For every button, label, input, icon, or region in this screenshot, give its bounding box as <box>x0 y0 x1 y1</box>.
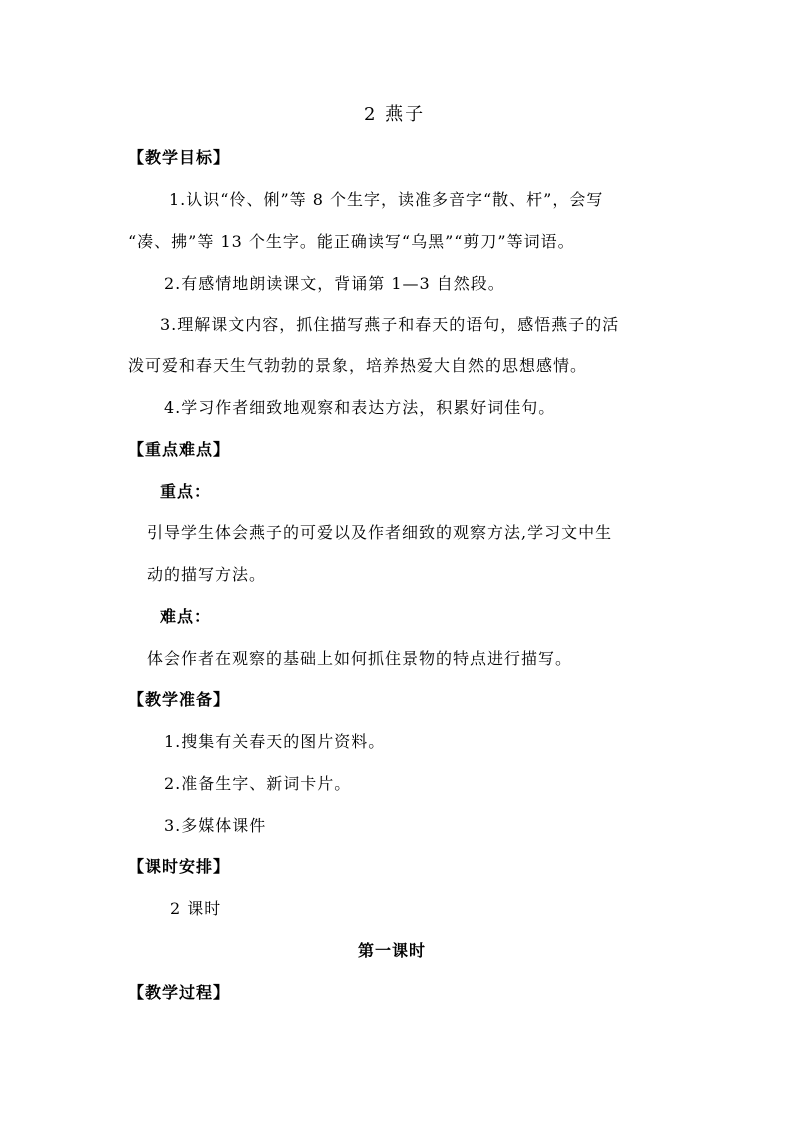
section-heading-key-points: 【重点难点】 <box>128 440 231 459</box>
preparation-item-2: 2.准备生字、新词卡片。 <box>164 774 352 793</box>
section-heading-objectives: 【教学目标】 <box>128 148 231 167</box>
section-heading-preparation: 【教学准备】 <box>128 690 231 709</box>
section-heading-schedule: 【课时安排】 <box>128 857 231 876</box>
key-point-text-line-1: 引导学生体会燕子的可爱以及作者细致的观察方法,学习文中生 <box>147 523 613 542</box>
key-point-text-line-2: 动的描写方法。 <box>147 565 267 584</box>
difficult-point-label: 难点： <box>160 607 212 626</box>
first-lesson-title: 第一课时 <box>358 941 427 960</box>
objective-item-2: 2.有感情地朗读课文，背诵第 1—3 自然段。 <box>164 274 505 293</box>
key-point-label: 重点： <box>160 482 212 501</box>
difficult-point-text: 体会作者在观察的基础上如何抓住景物的特点进行描写。 <box>147 649 573 668</box>
preparation-item-1: 1.搜集有关春天的图片资料。 <box>164 732 386 751</box>
document-title: 2 燕子 <box>364 104 426 125</box>
preparation-item-3: 3.多媒体课件 <box>164 816 267 835</box>
objective-item-1-line-1: 1.认识“伶、俐”等 8 个生字，读准多音字“散、杆”，会写 <box>169 190 604 209</box>
objective-item-1-line-2: “凑、拂”等 13 个生字。能正确读写“乌黑”“剪刀”等词语。 <box>128 232 575 251</box>
section-heading-process: 【教学过程】 <box>128 983 231 1002</box>
objective-item-3-line-1: 3.理解课文内容，抓住描写燕子和春天的语句，感悟燕子的活 <box>160 315 620 334</box>
schedule-text: 2 课时 <box>170 899 222 918</box>
objective-item-4: 4.学习作者细致地观察和表达方法，积累好词佳句。 <box>164 398 556 417</box>
objective-item-3-line-2: 泼可爱和春天生气勃勃的景象，培养热爱大自然的思想感情。 <box>128 356 588 375</box>
